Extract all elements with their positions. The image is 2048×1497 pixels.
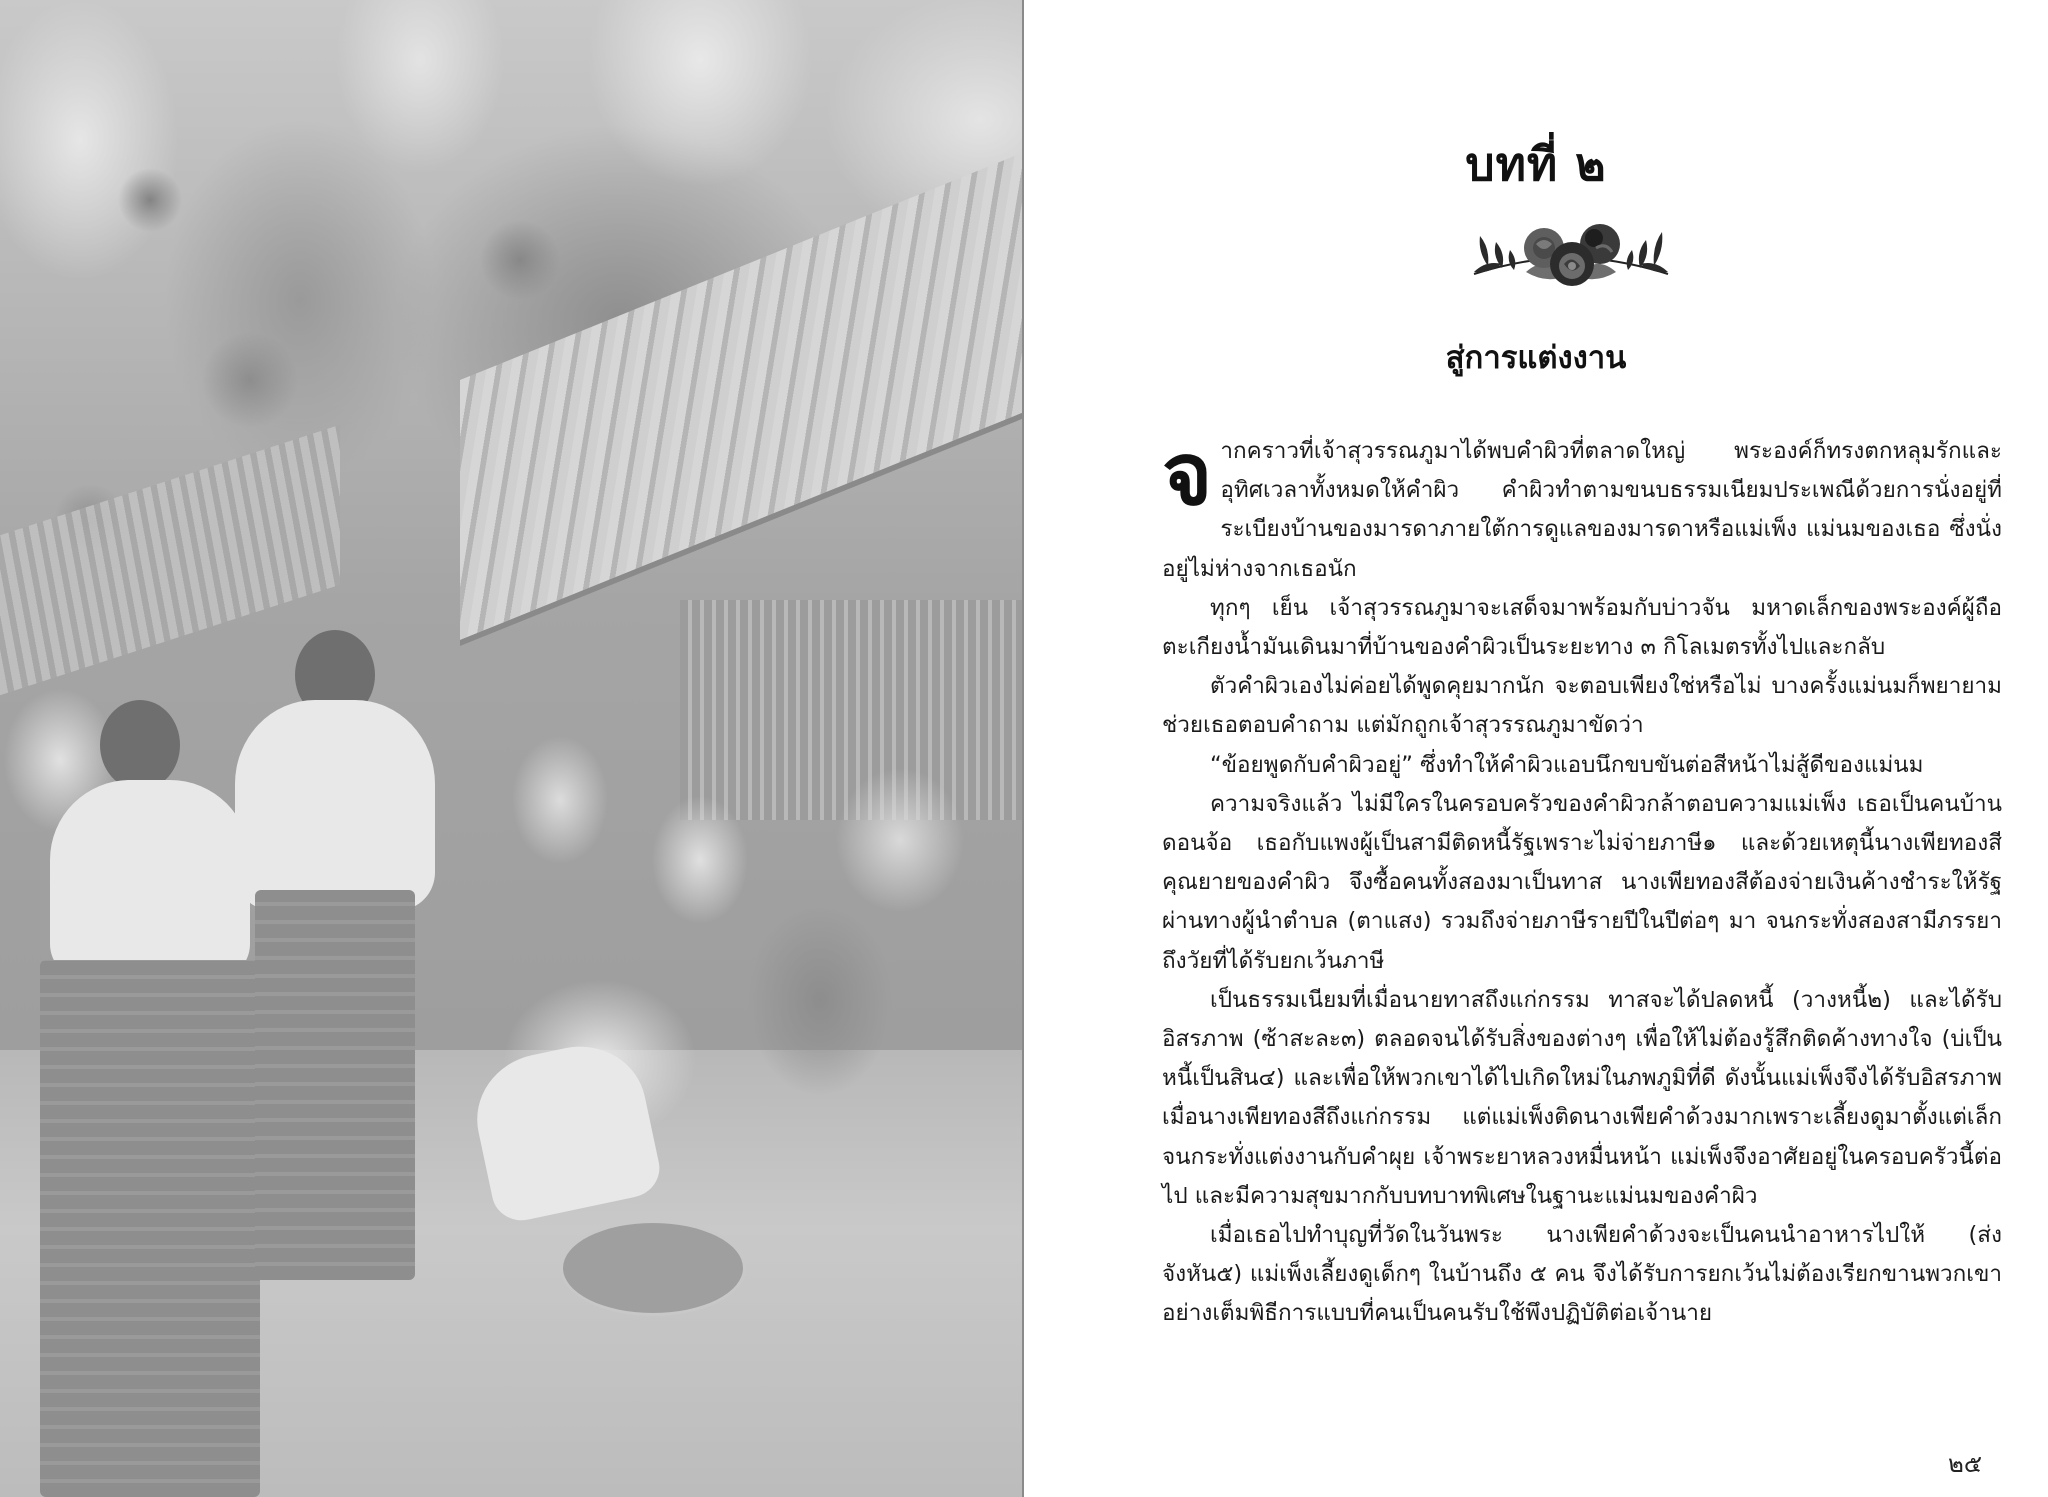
paragraph: เป็นธรรมเนียมที่เมื่อนายทาสถึงแก่กรรม ทาสจะได้ปลดหนี้ (วางหนี้๒) และได้รับอิสรภาพ (ซ้าสะละ๓) ตลอดจนได้รับสิ่งของต่างๆ เพื่อให้ไม่ต้องรู้สึกติดค้างทางใจ (บ่เป็นหนี้เป็นสิน๔) และเพื่อให้พวกเขาได้ไปเกิดใหม่ในภพภูมิที่ดี ดังนั้นแม่เพ็งจึงได้รับอิสรภาพเมื่อนางเพียทองสีถึงแก่กรรม แต่แม่เพ็งติดนางเพียคำด้วงมากเพราะเลี้ยงดูมาตั้งแต่เล็กจนกระทั่งแต่งงานกับคำผุย เจ้าพระยาหลวงหมื่นหน้า แม่เพ็งจึงอาศัยอยู่ในครอบครัวนี้ต่อไป และมีความสุขมากกับบทบาทพิเศษในฐานะแม่นมของคำผิว xyxy=(1162,986,2002,1209)
text-page xyxy=(1024,0,2048,1497)
paragraph: เมื่อเธอไปทำบุญที่วัดในวันพระ นางเพียคำด้วงจะเป็นคนนำอาหารไปให้ (ส่งจังหัน๕) แม่เพ็งเลี้ยงดูเด็กๆ ในบ้านถึง ๕ คน จึงได้รับการยกเว้นไม่ต้องเรียกขานพวกเขาอย่างเต็มพิธีการแบบที่คนเป็นคนรับใช้พึงปฏิบัติต่อเจ้านาย xyxy=(1162,1222,2002,1327)
photo-basket xyxy=(560,1220,746,1316)
page-number: ๒๕ xyxy=(1948,1450,1982,1478)
photo-figure-shirt xyxy=(50,780,250,980)
rose-bouquet-ornament-icon xyxy=(1466,214,1676,290)
photo-figure-shirt xyxy=(235,700,435,910)
photo-figure-head xyxy=(100,700,180,790)
chapter-body xyxy=(1162,425,2002,1334)
paragraph: ตัวคำผิวเองไม่ค่อยได้พูดคุยมากนัก จะตอบเพียงใช่หรือไม่ บางครั้งแม่นมก็พยายามช่วยเธอตอบคำถาม แต่มักถูกเจ้าสุวรรณภูมาขัดว่า xyxy=(1162,673,2002,739)
photo-figure-sarong xyxy=(255,890,415,1280)
paragraph: “ข้อยพูดกับคำผิวอยู่” ซึ่งทำให้คำผิวแอบนึกขบขันต่อสีหน้าไม่สู้ดีของแม่นม xyxy=(1210,751,1924,778)
paragraph: ความจริงแล้ว ไม่มีใครในครอบครัวของคำผิวกล้าตอบความแม่เพ็ง เธอเป็นคนบ้านดอนจ้อ เธอกับแพงผู้เป็นสามีติดหนี้รัฐเพราะไม่จ่ายภาษี๑ และด้วยเหตุนี้นางเพียทองสี คุณยายของคำผิว จึงซื้อคนทั้งสองมาเป็นทาส นางเพียทองสีต้องจ่ายเงินค้างชำระให้รัฐผ่านทางผู้นำตำบล (ตาแสง) รวมถึงจ่ายภาษีรายปีในปีต่อๆ มา จนกระทั่งสองสามีภรรยาถึงวัยที่ได้รับยกเว้นภาษี xyxy=(1162,790,2002,974)
paragraph-text: ากคราวที่เจ้าสุวรรณภูมาได้พบคำผิวที่ตลาดใหญ่ พระองค์ก็ทรงตกหลุมรักและอุทิศเวลาทั้งหมดให้คำผิว คำผิวทำตามขนบธรรมเนียมประเพณีด้วยการนั่งอยู่ที่ระเบียงบ้านของมารดาภายใต้การดูแลของมารดาหรือแม่เพ็ง แม่นมของเธอ ซึ่งนั่งอยู่ไม่ห่างจากเธอนัก xyxy=(1162,438,2002,582)
chapter-title: บทที่ ๒ xyxy=(1465,137,1607,191)
paragraph xyxy=(1162,425,2002,589)
chapter-subtitle: สู่การแต่งงาน xyxy=(1445,340,1627,376)
drop-cap: จ xyxy=(1162,425,1213,525)
paragraph: ทุกๆ เย็น เจ้าสุวรรณภูมาจะเสด็จมาพร้อมกับบ่าวจัน มหาดเล็กของพระองค์ผู้ถือตะเกียงน้ำมันเดินมาที่บ้านของคำผิวเป็นระยะทาง ๓ กิโลเมตรทั้งไปและกลับ xyxy=(1162,594,2002,661)
photo-figure-sarong xyxy=(40,960,260,1497)
